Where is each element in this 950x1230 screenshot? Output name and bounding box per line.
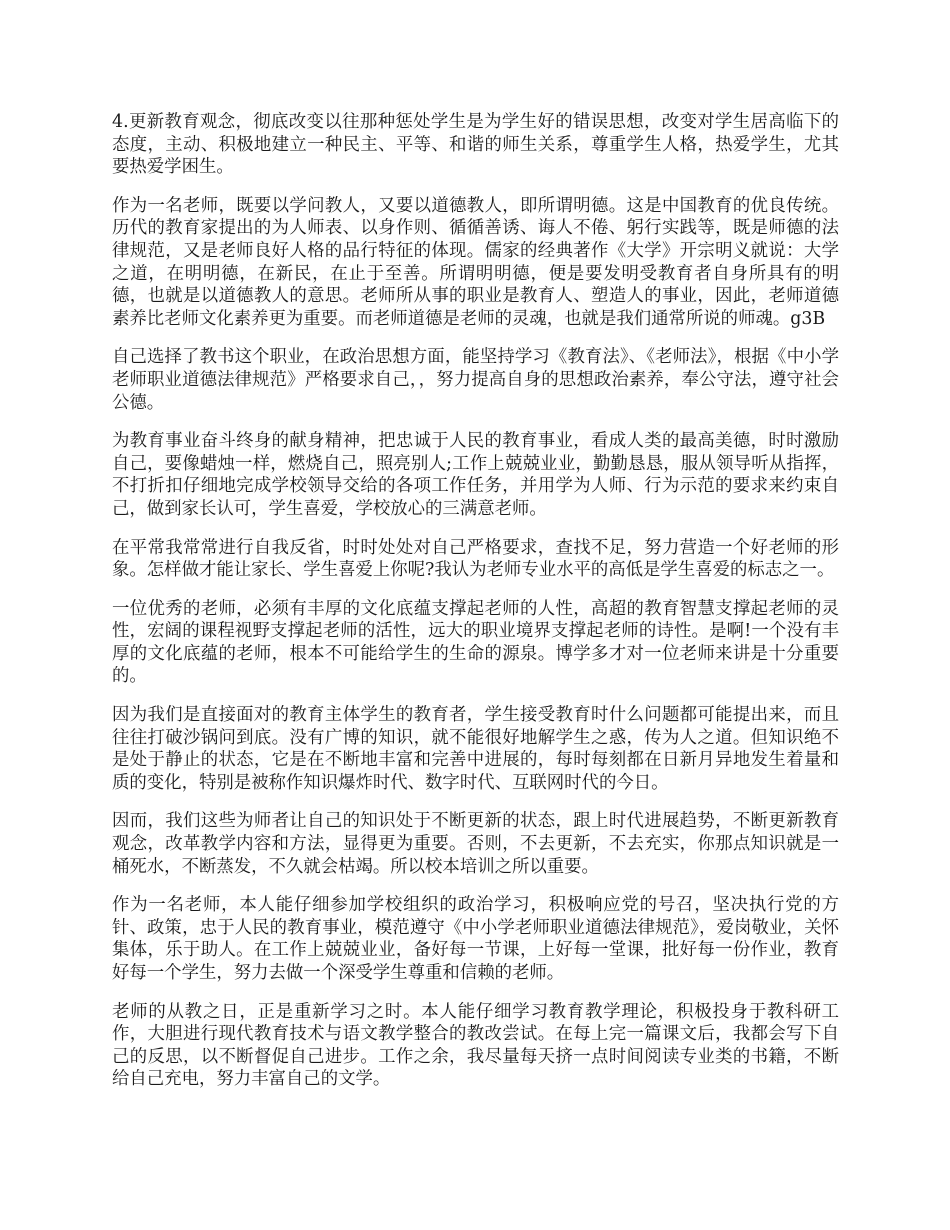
paragraph: 一位优秀的老师，必须有丰厚的文化底蕴支撑起老师的人性，高超的教育智慧支撑起老师的灵性，宏阔的课程视野支撑起老师的活性，远大的职业境界支撑起老师的诗性。是啊!一个没有丰厚的文化底蕴的老师，根本不可能给学生的生命的源泉。博学多才对一位老师来讲是十分重要的。 [112, 598, 839, 687]
paragraph: 老师的从教之日，正是重新学习之时。本人能仔细学习教育教学理论，积极投身于教科研工作，大胆进行现代教育技术与语文教学整合的教改尝试。在每上完一篇课文后，我都会写下自己的反思，以不断督促自己进步。工作之余，我尽量每天挤一点时间阅读专业类的书籍，不断给自己充电，努力丰富自己的文学。 [112, 1001, 839, 1090]
paragraph: 在平常我常常进行自我反省，时时处处对自己严格要求，查找不足，努力营造一个好老师的形象。怎样做才能让家长、学生喜爱上你呢?我认为老师专业水平的高低是学生喜爱的标志之一。 [112, 537, 839, 581]
paragraph: 4.更新教育观念，彻底改变以往那种惩处学生是为学生好的错误思想，改变对学生居高临下的态度，主动、积极地建立一种民主、平等、和谐的师生关系，尊重学生人格，热爱学生，尤其要热爱学困生。 [112, 112, 839, 178]
paragraph: 为教育事业奋斗终身的献身精神，把忠诚于人民的教育事业，看成人类的最高美德，时时激励自己，要像蜡烛一样，燃烧自己，照亮别人;工作上兢兢业业，勤勤恳恳，服从领导听从指挥，不打折扣仔细地完成学校领导交给的各项工作任务，并用学为人师、行为示范的要求来约束自己，做到家长认可，学生喜爱，学校放心的三满意老师。 [112, 431, 839, 519]
paragraph: 自己选择了教书这个职业，在政治思想方面，能坚持学习《教育法》、《老师法》，根据《中小学老师职业道德法律规范》严格要求自己，，努力提高自身的思想政治素养，奉公守法，遵守社会公德。 [112, 347, 839, 413]
paragraph: 作为一名老师，既要以学问教人，又要以道德教人，即所谓明德。这是中国教育的优良传统。历代的教育家提出的为人师表、以身作则、循循善诱、诲人不倦、躬行实践等，既是师德的法律规范，又是老师良好人格的品行特征的体现。儒家的经典著作《大学》开宗明义就说：大学之道，在明明德，在新民，在止于至善。所谓明明德，便是要发明受教育者自身所具有的明德，也就是以道德教人的意思。老师所从事的职业是教育人、塑造人的事业，因此，老师道德素养比老师文化素养更为重要。而老师道德是老师的灵魂，也就是我们通常所说的师魂。g3B [112, 195, 839, 329]
paragraph: 因为我们是直接面对的教育主体学生的教育者，学生接受教育时什么问题都可能提出来，而且往往打破沙锅问到底。没有广博的知识，就不能很好地解学生之惑，传为人之道。但知识绝不是处于静止的状态，它是在不断地丰富和完善中进展的，每时每刻都在日新月异地发生着量和质的变化，特别是被称作知识爆炸时代、数字时代、互联网时代的今日。 [112, 705, 839, 793]
paragraph: 因而，我们这些为师者让自己的知识处于不断更新的状态，跟上时代进展趋势，不断更新教育观念，改革教学内容和方法，显得更为重要。否则，不去更新，不去充实，你那点知识就是一桶死水，不断蒸发，不久就会枯竭。所以校本培训之所以重要。 [112, 811, 839, 877]
paragraph: 作为一名老师，本人能仔细参加学校组织的政治学习，积极响应党的号召，坚决执行党的方针、政策，忠于人民的教育事业，模范遵守《中小学老师职业道德法律规范》，爱岗敬业，关怀集体，乐于助人。在工作上兢兢业业，备好每一节课，上好每一堂课，批好每一份作业，教育好每一个学生，努力去做一个深受学生尊重和信赖的老师。 [112, 895, 839, 983]
